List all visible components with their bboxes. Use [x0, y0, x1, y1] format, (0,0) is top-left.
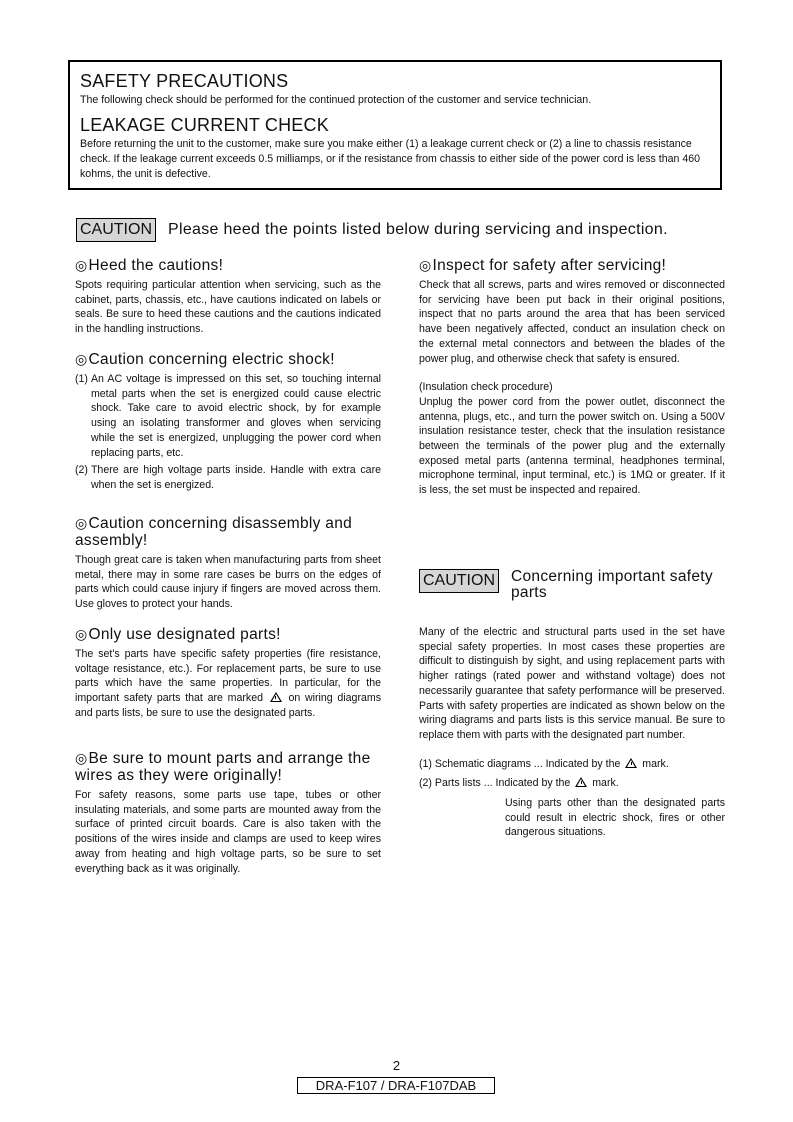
inspect-heading — [419, 257, 725, 274]
heed-title: Heed the cautions! — [88, 257, 224, 274]
warning-triangle-icon — [270, 692, 282, 702]
shock-list — [75, 372, 381, 493]
safety-subtitle: The following check should be performed for the continued protection of the customer and service technician. — [80, 94, 592, 106]
list-item-number: (2) — [75, 464, 88, 477]
designated-body-b: on wiring diagrams and parts lists, be sure to use the designated parts. — [75, 692, 381, 719]
heed-body: Spots requiring particular attention when servicing, such as the cabinet, parts, chassis, etc., have cautions indicated on labels or seals. Be sure to heed these cautions and the cautions indicated in the handling instructions. — [75, 279, 381, 336]
inspect-body: Check that all screws, parts and wires removed or disconnected for servicing have been put back in their original positions, inspect that no parts around the area that has been serviced have been negatively affected, conduct an insulation check on the external metal connectors and between the blades of the power plug, and otherwise check that safety is ensured. — [419, 279, 725, 365]
heed-heading — [75, 257, 381, 274]
designated-heading — [75, 626, 381, 643]
parts-list-item — [419, 776, 725, 791]
mount-title: Be sure to mount parts and arrange the wires as they were originally! — [75, 750, 371, 784]
double-circle-icon: ◎ — [419, 257, 432, 273]
list-item — [75, 463, 381, 492]
parts-list-item-suffix: mark. — [592, 777, 619, 790]
section-disassembly — [75, 515, 381, 612]
disassembly-body: Though great care is taken when manufacturing parts from sheet metal, there may in some rare cases be burrs on the edges of parts which could cause injury if fingers are moved across them. Use gloves to protect your hands. — [75, 554, 381, 611]
section-important-parts — [419, 621, 725, 840]
disassembly-heading — [75, 515, 381, 549]
warning-triangle-icon — [575, 777, 587, 787]
leakage-text: Before returning the unit to the customer, make sure you make either (1) a leakage current check or (2) a line to chassis resistance check. If the leakage current exceeds 0.5 milliamps, or if the resistance from chassis to either side of the power cord is less than 460 kohms, the unit is defective. — [80, 138, 701, 180]
list-item — [75, 372, 381, 460]
designated-title: Only use designated parts! — [88, 626, 281, 643]
schematic-item — [419, 757, 725, 772]
list-item-text: An AC voltage is impressed on this set, so touching internal metal parts when the set is energized could cause electric shock. Take care to avoid electric shock, by for example using an isolating transformer and gloves when servicing while the set is energized, unplugging the power cord when replacing parts, etc. — [90, 373, 381, 459]
section-heed — [75, 257, 381, 337]
model-number: DRA-F107 / DRA-F107DAB — [297, 1077, 495, 1094]
designated-body — [75, 647, 381, 721]
double-circle-icon: ◎ — [75, 626, 88, 642]
designated-body-a: The set's parts have specific safety properties (fire resistance, voltage resistance, etc.). For replacement parts, be sure to use parts which have the same properties. In particular, for the important safety parts that are marked — [75, 648, 381, 705]
important-parts-title: Concerning important safety parts — [511, 568, 713, 601]
section-mount — [75, 750, 381, 876]
important-parts-note: Using parts other than the designated parts could result in electric shock, fires or other dangerous situations. — [505, 797, 725, 839]
caution-banner-text: Please heed the points listed below during servicing and inspection. — [168, 221, 668, 238]
list-item-text: There are high voltage parts inside. Handle with extra care when the set is energized. — [90, 464, 381, 491]
insulation-procedure-body: Unplug the power cord from the power outlet, disconnect the antenna, plugs, etc., and turn the power switch on. Using a 500V insulation resistance tester, check that the insulation resistance between the terminals of the power plug and the externally exposed metal parts (antenna terminal, headphones terminal, microphone terminal, input terminal, etc.) is 1MΩ or greater. If it is less, the set must be inspected and repaired. — [419, 395, 725, 497]
safety-title: SAFETY PRECAUTIONS — [80, 71, 289, 91]
disassembly-title: Caution concerning disassembly and assembly! — [75, 515, 353, 549]
important-parts-heading — [419, 569, 729, 601]
schematic-item-text: (1) Schematic diagrams ... Indicated by the — [419, 757, 621, 770]
leakage-title: LEAKAGE CURRENT CHECK — [80, 115, 329, 135]
inspect-title: Inspect for safety after servicing! — [432, 257, 667, 274]
list-item-number: (1) — [75, 373, 88, 385]
section-shock — [75, 351, 381, 496]
schematic-item-suffix: mark. — [642, 757, 669, 770]
caution-banner — [76, 218, 668, 242]
section-designated — [75, 626, 381, 721]
double-circle-icon: ◎ — [75, 750, 88, 766]
caution-tag: CAUTION — [419, 569, 499, 593]
double-circle-icon: ◎ — [75, 257, 88, 273]
warning-triangle-icon — [625, 758, 637, 768]
section-inspect — [419, 257, 725, 498]
shock-title: Caution concerning electric shock! — [88, 351, 335, 368]
page-number: 2 — [392, 1058, 401, 1073]
caution-tag: CAUTION — [76, 218, 156, 242]
shock-heading — [75, 351, 381, 368]
mount-heading — [75, 750, 381, 784]
important-parts-body: Many of the electric and structural parts used in the set have special safety properties. In most cases these properties are difficult to distinguish by sight, and using replacement parts with higher ratings (rated power and withstand voltage) does not necessarily guarantee that safety performance will be preserved. Parts with safety properties are indicated as shown below on the wiring diagrams and parts lists is this service manual. Be sure to replace them with parts with the designated part number. — [419, 626, 725, 741]
safety-precautions-box — [68, 60, 722, 190]
mount-body: For safety reasons, some parts use tape, tubes or other insulating materials, and some parts are mounted away from the surface of printed circuit boards. Care is also taken with the positions of the wires inside and clamps are used to keep wires away from heating and high voltage parts, so be sure to set everything back as it was originally. — [75, 789, 381, 875]
insulation-procedure-title: (Insulation check procedure) — [419, 381, 553, 394]
double-circle-icon: ◎ — [75, 515, 88, 531]
double-circle-icon: ◎ — [75, 351, 88, 367]
parts-list-item-text: (2) Parts lists ... Indicated by the — [419, 777, 571, 790]
